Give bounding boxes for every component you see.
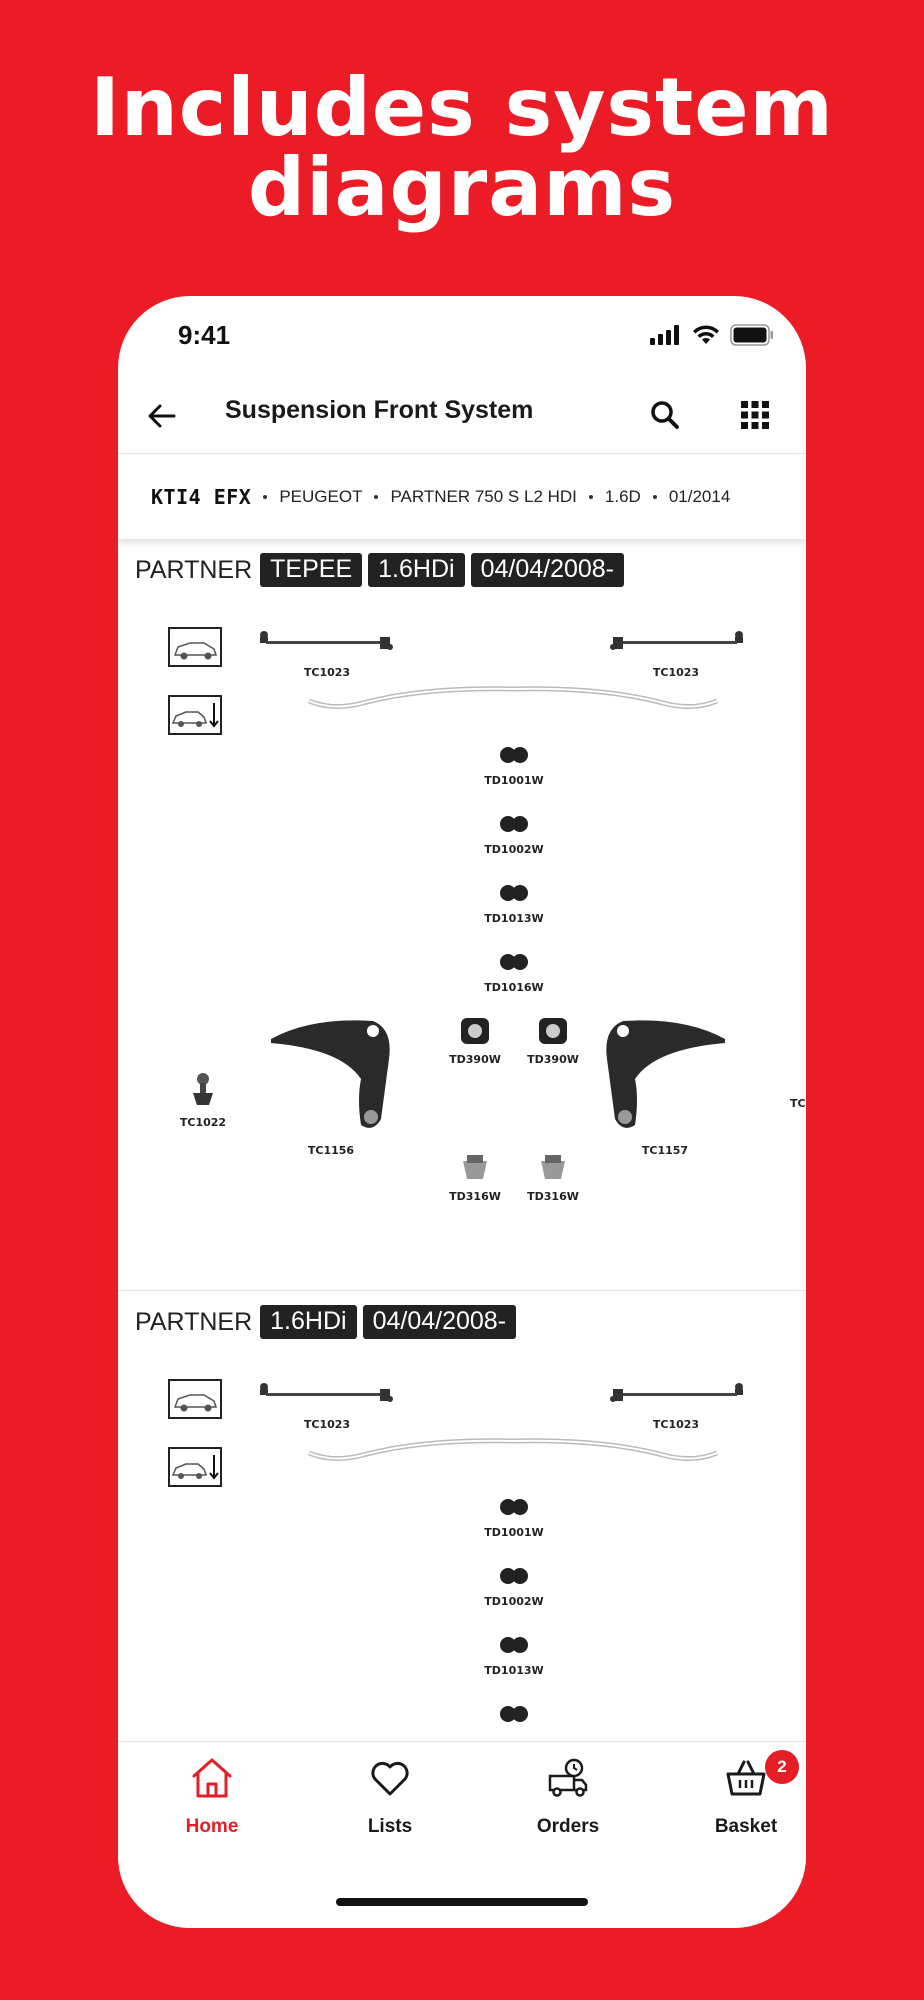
part-bush[interactable]: TD1013W <box>474 879 554 925</box>
part-control-arm[interactable]: TC1156 <box>256 1009 406 1157</box>
part-bush[interactable]: TD1001W <box>474 741 554 787</box>
part-arm-bush[interactable]: TD390W <box>518 1014 588 1066</box>
bottom-tab-bar <box>118 1741 806 1928</box>
part-bush[interactable]: TD1002W <box>474 1562 554 1608</box>
registration-plate: KTI4 EFX <box>151 485 252 509</box>
section-tag: 04/04/2008- <box>471 553 624 587</box>
tab-basket[interactable] <box>660 1742 806 1852</box>
section-tag: 04/04/2008- <box>363 1305 516 1339</box>
promo-headline <box>0 61 924 234</box>
vehicle-make: PEUGEOT <box>263 487 362 507</box>
tab-label: Home <box>185 1816 239 1837</box>
tab-home[interactable] <box>126 1742 298 1852</box>
car-side-view-icon[interactable] <box>168 1379 222 1419</box>
vehicle-date: 01/2014 <box>653 487 730 507</box>
section-tag: TEPEE <box>260 553 362 587</box>
headline-line-2: diagrams <box>247 141 677 234</box>
section-tag: 1.6HDi <box>368 553 464 587</box>
tab-label: Orders <box>536 1816 600 1837</box>
basket-count-badge: 2 <box>765 1750 799 1784</box>
part-drop-link[interactable]: TC1023 <box>242 1373 412 1431</box>
anti-roll-bar[interactable] <box>303 681 723 721</box>
anti-roll-bar[interactable] <box>303 1433 723 1473</box>
back-arrow-icon[interactable] <box>144 398 180 434</box>
part-bush[interactable]: TD1002W <box>474 810 554 856</box>
vehicle-summary-bar[interactable] <box>118 455 806 539</box>
tab-orders[interactable] <box>482 1742 654 1852</box>
car-lowered-icon[interactable] <box>168 695 222 735</box>
diagram-section <box>118 539 806 1289</box>
tab-label: Basket <box>714 1816 778 1837</box>
headline-line-1: Includes system <box>90 61 834 154</box>
vehicle-engine: 1.6D <box>589 487 641 507</box>
part-mount[interactable]: TD316W <box>440 1151 510 1203</box>
part-drop-link[interactable]: TC1023 <box>242 621 412 679</box>
tab-label: Lists <box>367 1816 413 1837</box>
part-ball-joint[interactable]: TC1022 <box>168 1069 238 1129</box>
part-mount[interactable]: TD316W <box>518 1151 588 1203</box>
car-lowered-icon[interactable] <box>168 1447 222 1487</box>
part-bush[interactable] <box>474 1700 554 1733</box>
part-bush[interactable]: TD1001W <box>474 1493 554 1539</box>
suspension-diagram[interactable] <box>118 1361 806 1741</box>
part-control-arm[interactable]: TC1157 <box>590 1009 740 1157</box>
status-icons <box>650 324 774 346</box>
home-indicator <box>336 1898 588 1906</box>
grid-menu-icon[interactable] <box>738 398 772 432</box>
basket-icon <box>722 1754 770 1802</box>
home-icon <box>188 1754 236 1802</box>
app-bar <box>118 378 806 454</box>
car-side-view-icon[interactable] <box>168 627 222 667</box>
wifi-icon <box>692 325 720 345</box>
section-header <box>135 1305 516 1339</box>
section-model: PARTNER <box>135 555 253 584</box>
diagram-section <box>118 1291 806 1741</box>
battery-icon <box>730 324 774 346</box>
section-header <box>135 553 624 587</box>
part-bush[interactable]: TD1016W <box>474 948 554 994</box>
heart-icon <box>366 1754 414 1802</box>
part-cut-off[interactable]: TC <box>790 1097 806 1110</box>
cellular-signal-icon <box>650 325 682 345</box>
section-tag: 1.6HDi <box>260 1305 356 1339</box>
status-bar <box>118 296 806 378</box>
phone-frame <box>118 296 806 1928</box>
search-icon[interactable] <box>648 398 682 432</box>
tab-lists[interactable] <box>304 1742 476 1852</box>
diagram-list[interactable] <box>118 539 806 1741</box>
status-time: 9:41 <box>178 320 231 350</box>
vehicle-model: PARTNER 750 S L2 HDI <box>374 487 576 507</box>
page-title: Suspension Front System <box>225 396 534 424</box>
part-bush[interactable]: TD1013W <box>474 1631 554 1677</box>
part-drop-link[interactable]: TC1023 <box>591 1373 761 1431</box>
delivery-truck-icon <box>544 1754 592 1802</box>
part-drop-link[interactable]: TC1023 <box>591 621 761 679</box>
suspension-diagram[interactable] <box>118 609 806 1289</box>
part-arm-bush[interactable]: TD390W <box>440 1014 510 1066</box>
section-model: PARTNER <box>135 1307 253 1336</box>
